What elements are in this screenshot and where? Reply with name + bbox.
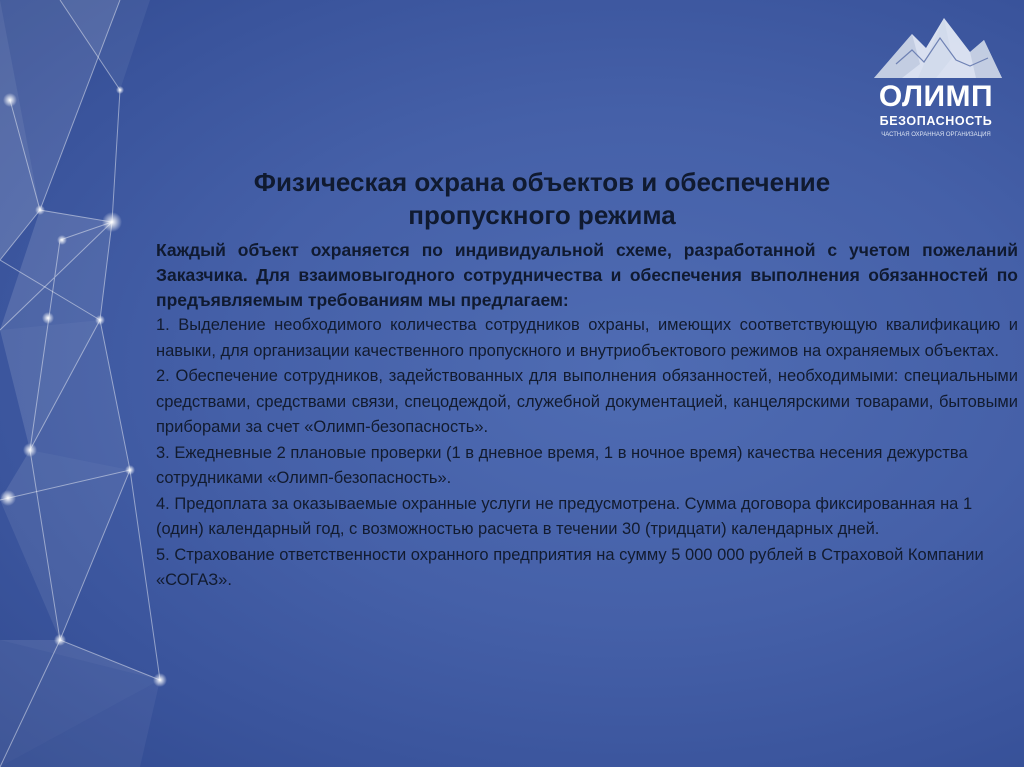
logo-name: ОЛИМП (878, 80, 994, 113)
logo-tagline: ЧАСТНАЯ ОХРАННАЯ ОРГАНИЗАЦИЯ (881, 132, 991, 138)
slide-content (156, 166, 1018, 594)
slide-title (156, 166, 1018, 232)
list-item-2: 2. Обеспечение сотрудников, задействованных для выполнения обязанностей, необходимыми: специальными средствами, средствами связи, спецодеждой, служебной документацией, канцелярскими товарами, бытовыми приборами за счет «Олимп-безопасность». (156, 367, 1018, 436)
slide-title-line-2: пропускного режима (408, 200, 676, 230)
intro-paragraph: Каждый объект охраняется по индивидуальной схеме, разработанной с учетом пожеланий Заказчика. Для взаимовыгодного сотрудничества и обеспечения выполнения обязанностей по предъявляемым требованиям мы предлагаем: (156, 240, 1018, 310)
mountain-logo-icon (866, 14, 1006, 82)
list-item-5: 5. Страхование ответственности охранного предприятия на сумму 5 000 000 рублей в Страховой Компании «СОГАЗ». (156, 545, 984, 589)
list-item-3: 3. Ежедневные 2 плановые проверки (1 в дневное время, 1 в ночное время) качества несения дежурства сотрудниками «Олимп-безопасность». (156, 443, 968, 487)
list-item-4: 4. Предоплата за оказываемые охранные услуги не предусмотрена. Сумма договора фиксированная на 1 (один) календарный год, с возможностью расчета в течении 30 (тридцати) календарных дней. (156, 494, 973, 538)
logo-subtitle: БЕЗОПАСНОСТЬ (879, 114, 993, 128)
slide-title-line-1: Физическая охрана объектов и обеспечение (253, 167, 831, 197)
list-item-1: 1. Выделение необходимого количества сотрудников охраны, имеющих соответствующую квалификацию и навыки, для организации качественного пропускного и внутриобъектового режимов на охраняемых объектах. (156, 316, 1018, 360)
company-logo (866, 14, 1006, 146)
